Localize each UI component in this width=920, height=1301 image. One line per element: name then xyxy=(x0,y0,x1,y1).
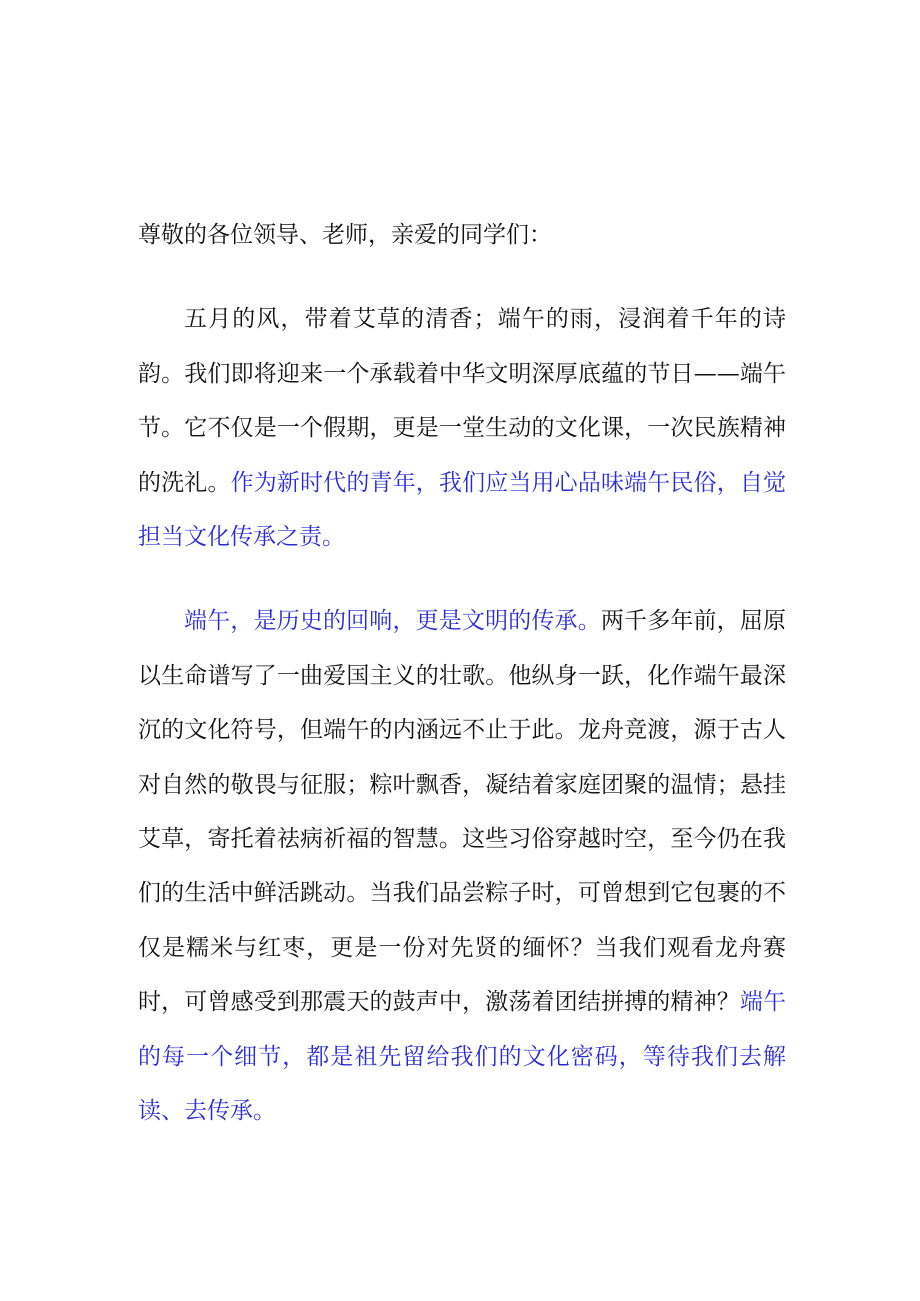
paragraph-history xyxy=(138,594,786,1138)
paragraph-history-highlight: 端午的每一个细节，都是祖先留给我们的文化密码，等待我们去解读、去传承。 xyxy=(138,989,787,1125)
document-body xyxy=(138,208,786,1139)
paragraph-history-text: 两千多年前，屈原以生命谱写了一曲爱国主义的壮歌。他纵身一跃，化作端午最深沉的文化符号，但端午的内涵远不止于此。龙舟竞渡，源于古人对自然的敬畏与征服；粽叶飘香，凝结着家庭团聚的温情；悬挂艾草，寄托着祛病祈福的智慧。这些习俗穿越时空，至今仍在我们的生活中鲜活跳动。当我们品尝粽子时，可曾想到它包裹的不仅是糯米与红枣，更是一份对先贤的缅怀？当我们观看龙舟赛时，可曾感受到那震天的鼓声中，激荡着团结拼搏的精神？ xyxy=(138,608,787,1016)
paragraph-intro xyxy=(138,292,786,564)
paragraph-intro-text: 五月的风，带着艾草的清香；端午的雨，浸润着千年的诗韵。我们即将迎来一个承载着中华文明深厚底蕴的节日——端午节。它不仅是一个假期，更是一堂生动的文化课，一次民族精神的洗礼。 xyxy=(138,306,786,496)
paragraph-history-lead: 端午，是历史的回响，更是文明的传承。 xyxy=(184,608,601,635)
paragraph-intro-highlight: 作为新时代的青年，我们应当用心品味端午民俗，自觉担当文化传承之责。 xyxy=(138,469,787,551)
salutation: 尊敬的各位领导、老师，亲爱的同学们： xyxy=(138,222,552,248)
